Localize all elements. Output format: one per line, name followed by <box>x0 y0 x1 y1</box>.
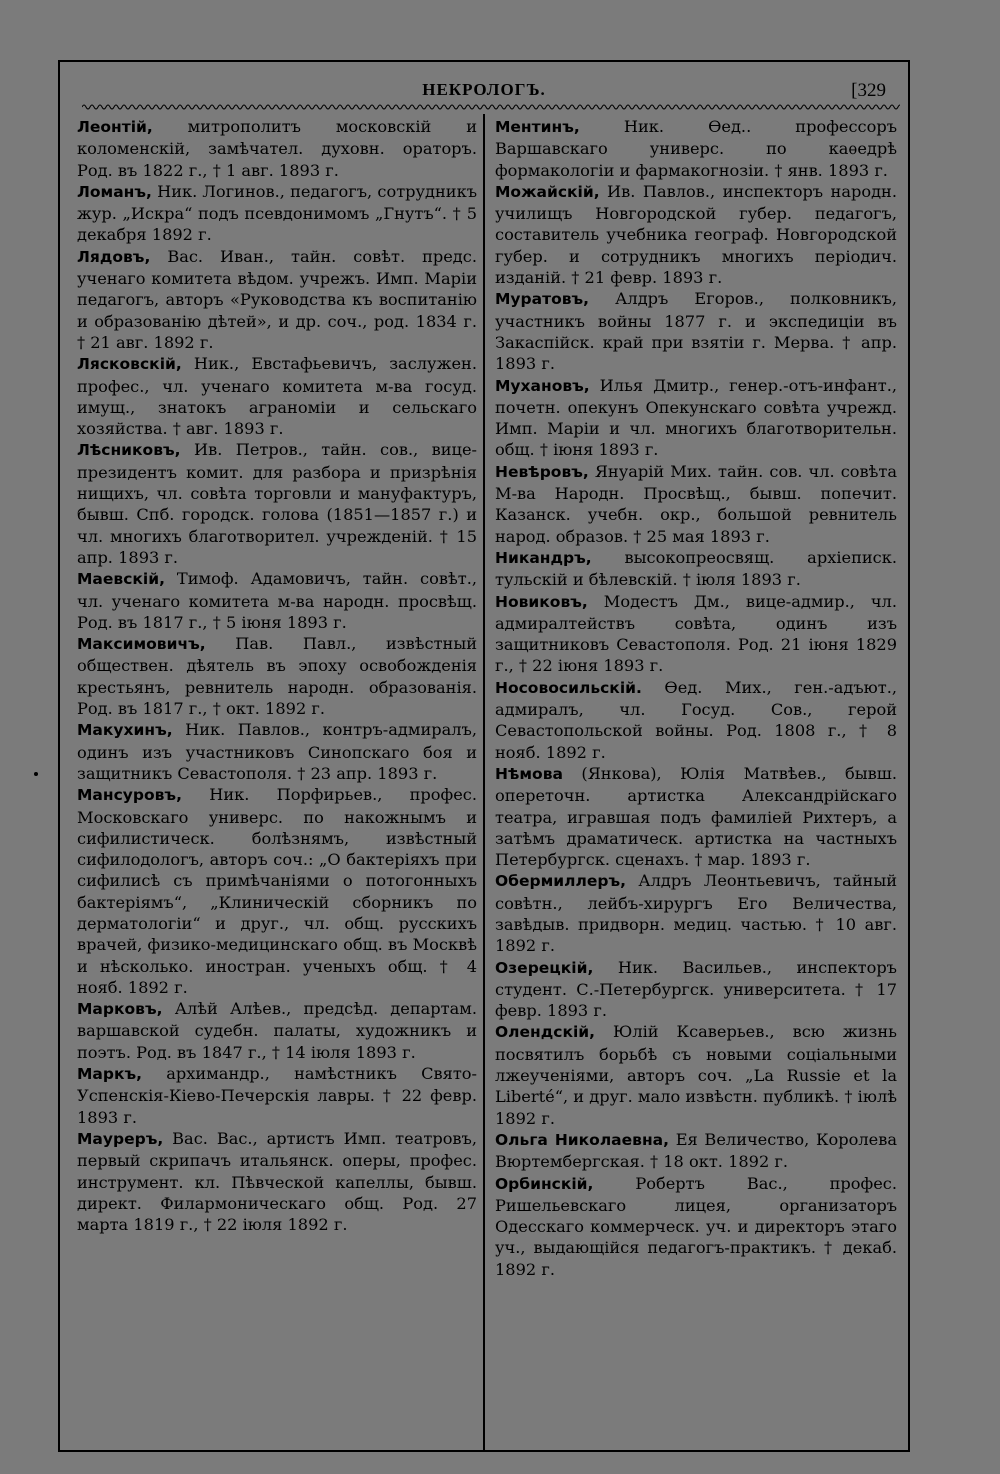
entry-text: Алѣй Алѣев., предсѣд. департам. варшавской судебн. палаты, художникъ и поэтъ. Род. въ 1847 г., † 14 іюля 1893 г. <box>77 999 477 1062</box>
obituary-entry <box>77 1063 477 1128</box>
entry-name: Ольга Николаевна, <box>495 1130 670 1149</box>
entry-text: Ник. Ѳед.. профессоръ Варшавскаго универс. по каѳедрѣ формакологіи и фармакогнозіи. † янв. 1893 г. <box>495 117 897 180</box>
entry-text: Робертъ Вас., профес. Ришельевскаго лицея, организаторъ Одесскаго коммерческ. уч. и директоръ этаго уч., выдающійся педагогъ-практикъ. † декаб. 1892 г. <box>495 1173 897 1279</box>
entry-text: Януарій Мих. тайн. сов. чл. совѣта М-ва Народн. Просвѣщ., бывш. попечит. Казанск. учебн. окр., большой ревнитель народ. образов. † 25 мая 1893 г. <box>495 461 897 546</box>
column-divider <box>483 114 485 1450</box>
entry-name: Озерецкій, <box>495 958 594 977</box>
entry-name: Маевскій, <box>77 570 165 589</box>
entry-name: Лѣсниковъ, <box>77 441 181 460</box>
entry-text: Ея Величество, Королева Вюртембергская. † 18 окт. 1892 г. <box>495 1129 897 1172</box>
entry-name: Можайскій, <box>495 182 600 201</box>
page-number: [329 <box>851 80 886 101</box>
entry-text: (Янкова), Юлія Матвѣев., бывш. опереточн. артистка Александрійскаго театра, игравшая подъ фамиліей Рихтеръ, а затѣмъ драматическ. артистка на частныхъ Петербургск. сценахъ. † мар. 1893 г. <box>495 763 897 870</box>
obituary-entry <box>77 784 477 998</box>
entry-name: Маркъ, <box>77 1065 143 1084</box>
margin-dot <box>34 772 38 776</box>
entry-name: Обермиллеръ, <box>495 872 626 891</box>
entry-text: Ив. Павлов., инспекторъ народн. училищъ Новгородской губер. педагогъ, составитель учебника географ. Новгородской губер. и сотрудникъ многихъ періодич. изданій. † 21 февр. 1893 г. <box>495 181 897 288</box>
entry-name: Муратовъ, <box>495 290 590 309</box>
obituary-entry <box>77 181 477 246</box>
entry-text: Вас. Вас., артистъ Имп. театровъ, первый скрипачъ итальянск. оперы, профес. инструмент. кл. Пѣвческой капеллы, бывш. директ. Филармоническаго общ. Род. 27 марта 1819 г., † 22 іюля 1892 г. <box>77 1128 477 1235</box>
obituary-entry <box>77 998 477 1063</box>
page-title: НЕКРОЛОГЪ. <box>422 80 546 99</box>
entry-name: Носовосильскій. <box>495 678 642 697</box>
entry-name: Мауреръ, <box>77 1129 164 1148</box>
entry-name: Невѣровъ, <box>495 462 589 481</box>
entry-name: Орбинскій, <box>495 1174 594 1193</box>
entry-name: Лядовъ, <box>77 247 151 266</box>
entry-text: Ив. Петров., тайн. сов., вице-президентъ комит. для разбора и призрѣнія нищихъ, чл. совѣта торговли и мануфактуръ, бывш. Спб. городск. голова (1851—1857 г.) и чл. многихъ благотворител. учрежденій. † 15 апр. 1893 г. <box>77 440 477 567</box>
obituary-entry <box>495 591 897 677</box>
obituary-entry <box>495 870 897 956</box>
entry-name: Нѣмова <box>495 764 563 783</box>
entry-text: Алдръ Егоров., полковникъ, участникъ войны 1877 г. и экспедиціи въ Закаспійск. край при взятіи г. Мерва. † апр. 1893 г. <box>495 289 897 374</box>
entry-name: Мухановъ, <box>495 376 590 395</box>
entry-name: Макухинъ, <box>77 721 173 740</box>
page-frame <box>58 60 910 1452</box>
entry-name: Мансуровъ, <box>77 786 182 805</box>
entry-text: Пав. Павл., извѣстный обществен. дѣятель въ эпоху освобожденія крестьянъ, ревнитель народн. образованія. Род. въ 1817 г., † окт. 1892 г. <box>77 634 477 719</box>
entry-name: Лясковскій, <box>77 355 182 374</box>
obituary-entry <box>495 116 897 181</box>
entry-text: Ѳед. Мих., ген.-адъют., адмиралъ, чл. Госуд. Сов., герой Севастопольской войны. Род. 1808 г., † 8 нояб. 1892 г. <box>495 677 897 762</box>
obituary-entry <box>77 353 477 439</box>
entry-text: Ник., Евстафьевичъ, заслужен. профес., чл. ученаго комитета м-ва госуд. имущ., знатокъ аграноміи и сельскаго хозяйства. † авг. 1893 г. <box>77 354 477 439</box>
obituary-entry <box>77 116 477 181</box>
obituary-entry <box>77 568 477 633</box>
entry-name: Марковъ, <box>77 1000 163 1019</box>
entry-text: Илья Дмитр., генер.-отъ-инфант., почетн. опекунъ Опекунскаго совѣта учрежд. Имп. Маріи и чл. многихъ благотворительн. общ. † іюня 1893 г. <box>495 375 897 460</box>
obituary-entry <box>77 633 477 719</box>
entry-text: митрополитъ московскій и коломенскій, замѣчател. духовн. ораторъ. Род. въ 1822 г., † 1 авг. 1893 г. <box>77 117 477 180</box>
obituary-entry <box>495 677 897 763</box>
obituary-entry <box>77 246 477 353</box>
obituary-entry <box>495 375 897 461</box>
obituary-entry <box>495 1129 897 1173</box>
entry-text: высокопреосвящ. архіеписк. тульскій и бѣлевскій. † іюля 1893 г. <box>495 547 897 590</box>
obituary-entry <box>495 763 897 870</box>
entry-text: Вас. Иван., тайн. совѣт. предс. ученаго комитета вѣдом. учрежъ. Имп. Маріи педагогъ, авторъ «Руководства къ воспитанію и образованію дѣтей», и др. соч., род. 1834 г. † 21 авг. 1892 г. <box>77 246 477 352</box>
right-entries <box>495 116 897 1280</box>
entry-name: Ломанъ, <box>77 182 152 201</box>
left-column <box>77 116 477 1235</box>
entry-text: Алдръ Леонтьевичъ, тайный совѣтн., лейбъ-хирургъ Его Величества, завѣдыв. придворн. медиц. частью. † 10 авг. 1892 г. <box>495 871 897 956</box>
obituary-entry <box>77 719 477 784</box>
obituary-entry <box>77 439 477 568</box>
entry-name: Никандръ, <box>495 548 592 567</box>
entry-name: Максимовичъ, <box>77 635 206 654</box>
page-header <box>60 80 908 102</box>
entry-name: Олендскій, <box>495 1023 596 1042</box>
obituary-entry <box>495 957 897 1022</box>
entry-text: Ник. Логинов., педагогъ, сотрудникъ жур. „Искра“ подъ псевдонимомъ „Гнутъ“. † 5 декабря 1892 г. <box>77 181 477 245</box>
obituary-entry <box>495 1173 897 1280</box>
left-entries <box>77 116 477 1235</box>
obituary-entry <box>495 1021 897 1128</box>
right-column <box>495 116 897 1280</box>
entry-name: Леонтій, <box>77 118 153 136</box>
entry-text: Ник. Порфирьев., профес. Московскаго универс. по накожнымъ и сифилистическ. болѣзнямъ, извѣстный сифилодологъ, авторъ соч.: „О бактеріяхъ при сифилисѣ съ примѣчаніями о потогонныхъ бактеріямъ“, „Клиническій сборникъ по дерматологіи“ и друг., чл. общ. русскихъ врачей, физико-медицинскаго общ. въ Москвѣ и нѣсколько. иностран. ученыхъ общ. † 4 нояб. 1892 г. <box>77 785 477 997</box>
entry-name: Новиковъ, <box>495 592 588 611</box>
entry-name: Ментинъ, <box>495 118 580 136</box>
entry-text: архимандр., намѣстникъ Свято-Успенскія-Кіево-Печерскія лавры. † 22 февр. 1893 г. <box>77 1064 477 1127</box>
entry-text: Ник. Васильев., инспекторъ студент. С.-Петербургск. университета. † 17 февр. 1893 г. <box>495 957 897 1021</box>
entry-text: Модестъ Дм., вице-адмир., чл. адмиралтействъ совѣта, одинъ изъ защитниковъ Севастополя. Род. 21 іюня 1829 г., † 22 іюня 1893 г. <box>495 591 897 676</box>
entry-text: Ник. Павлов., контръ-адмиралъ, одинъ изъ участниковъ Синопскаго боя и защитникъ Севастополя. † 23 апр. 1893 г. <box>77 720 477 783</box>
obituary-entry <box>495 461 897 547</box>
obituary-entry <box>495 181 897 288</box>
obituary-entry <box>495 288 897 374</box>
entry-text: Юлій Ксаверьев., всю жизнь посвятилъ борьбѣ съ новыми соціальными лжеученіями, авторъ соч. „La Russie et la Liberté“, и друг. мало извѣстн. публикѣ. † іюлѣ 1892 г. <box>495 1022 897 1128</box>
obituary-entry <box>495 547 897 591</box>
entry-text: Тимоф. Адамовичъ, тайн. совѣт., чл. ученаго комитета м-ва народн. просвѣщ. Род. въ 1817 г., † 5 іюня 1893 г. <box>77 569 477 632</box>
obituary-entry <box>77 1128 477 1235</box>
wavy-rule <box>82 102 900 112</box>
